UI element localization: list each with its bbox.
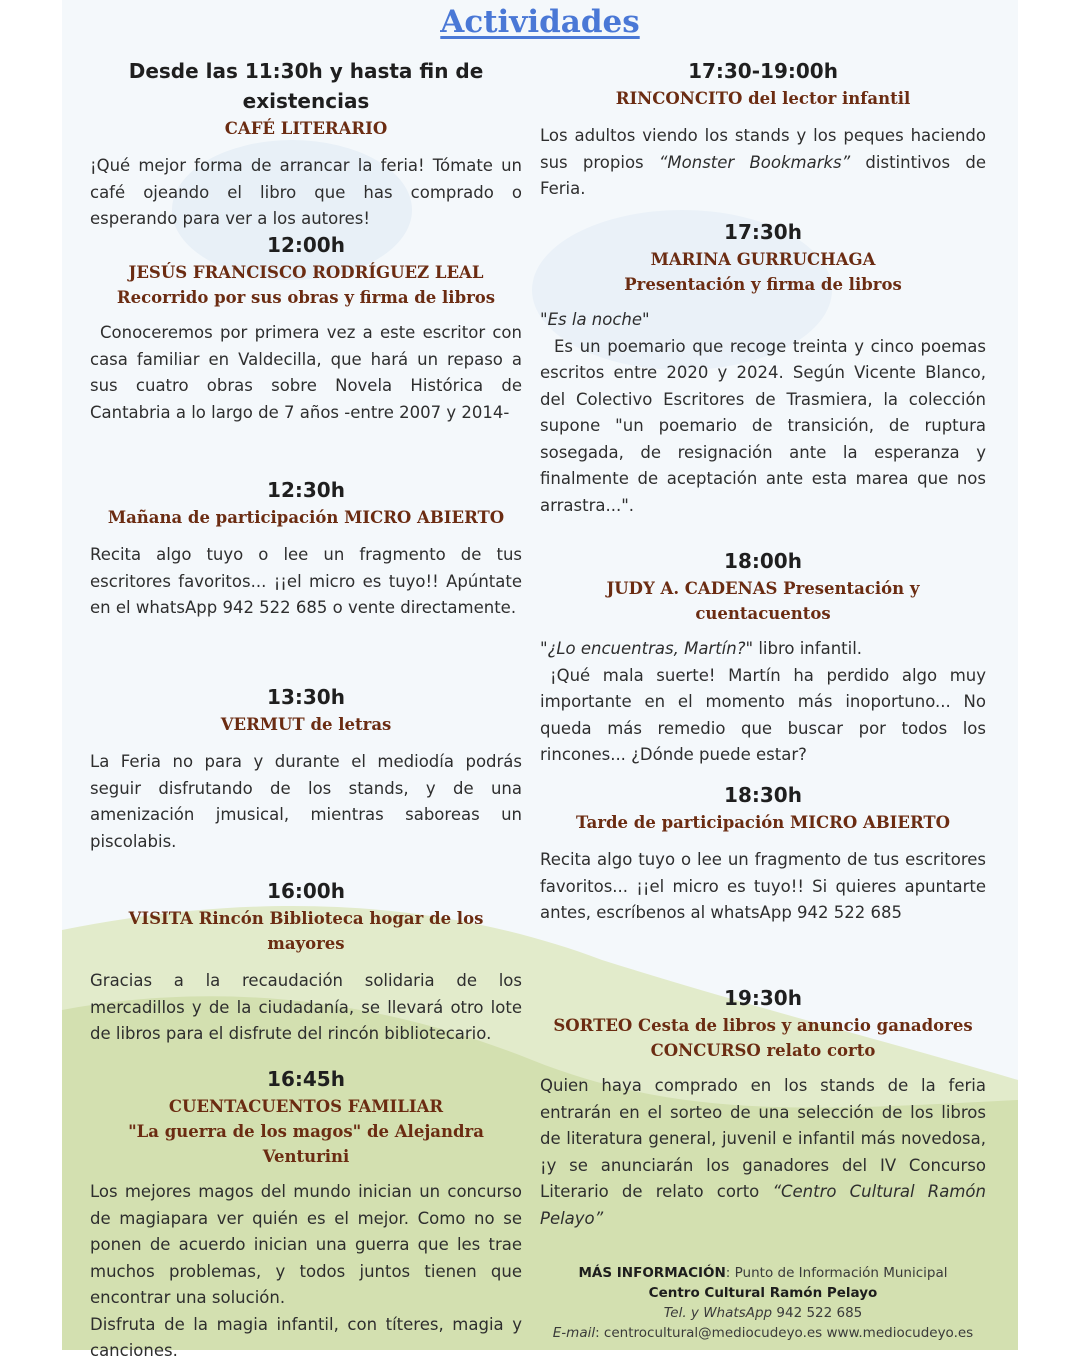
event-title: CAFÉ LITERARIO xyxy=(224,119,388,138)
event-block xyxy=(540,56,986,203)
event-block xyxy=(540,983,986,1232)
center-name: Centro Cultural Ramón Pelayo xyxy=(648,1285,878,1301)
event-time: 13:30h xyxy=(267,685,345,709)
event-subtitle: Recorrido por sus obras y firma de libros xyxy=(116,288,496,307)
event-time: 12:00h xyxy=(267,233,345,257)
event-time: 19:30h xyxy=(724,986,802,1010)
event-block xyxy=(90,56,522,233)
event-subtitle: CONCURSO relato corto xyxy=(650,1041,876,1060)
event-description: Es un poemario que recoge treinta y cinco poemas escritos entre 2020 y 2024. Según Vicente Blanco, del Colectivo Escritores de Trasmiera, la colección supone "un poemario de transición, de ruptura sosegada, de resignación ante la esperanza y finalmente de aceptación ante esta marea que nos arrastra...". xyxy=(540,336,986,515)
event-block xyxy=(540,780,986,927)
event-time: 17:30-19:00h xyxy=(688,59,838,83)
event-title: SORTEO Cesta de libros y anuncio ganadores xyxy=(553,1016,973,1035)
event-subtitle: "La guerra de los magos" de Alejandra Venturini xyxy=(128,1122,484,1166)
event-description: Los mejores magos del mundo inician un concurso de magiapara ver quién es el mejor. Como no se ponen de acuerdo inician una guerra que les trae muchos problemas, y todos juntos tienen que encontrar una solución. xyxy=(90,1182,522,1307)
info-line: MÁS INFORMACIÓN: Punto de Información Municipal xyxy=(578,1265,948,1281)
event-title: JESÚS FRANCISCO RODRÍGUEZ LEAL xyxy=(128,263,484,282)
event-description: ¡Qué mejor forma de arrancar la feria! Tómate un café ojeando el libro que has comprado o esperando para ver a los autores! xyxy=(90,156,522,228)
event-title: VISITA Rincón Biblioteca hogar de los mayores xyxy=(128,909,484,953)
event-time: 18:00h xyxy=(724,549,802,573)
event-block xyxy=(90,682,522,855)
event-description: La Feria no para y durante el mediodía podrás seguir disfrutando de los stands, y de una amenización jmusical, mientras saboreas un piscolabis. xyxy=(90,752,522,851)
event-description-extra: Disfruta de la magia infantil, con títeres, magia y canciones. xyxy=(90,1314,522,1360)
book-title: "¿Lo encuentras, Martín?" libro infantil. xyxy=(540,639,863,658)
event-time: 17:30h xyxy=(724,220,802,244)
event-time: 16:00h xyxy=(267,879,345,903)
event-time: 16:45h xyxy=(267,1067,345,1091)
info-footer xyxy=(540,1263,986,1343)
event-description: Gracias a la recaudación solidaria de los mercadillos y de la ciudadanía, se llevará otro lote de libros para el disfrute del rincón bibliotecario. xyxy=(90,971,522,1043)
event-time: 12:30h xyxy=(267,478,345,502)
page-title: Actividades xyxy=(440,4,640,40)
event-title: MARINA GURRUCHAGA xyxy=(650,250,876,269)
book-title: "Es la noche" xyxy=(540,310,650,329)
event-block xyxy=(90,230,522,426)
event-subtitle: Presentación y firma de libros xyxy=(624,275,902,294)
event-block xyxy=(90,876,522,1048)
event-description: Los adultos viendo los stands y los peques haciendo sus propios “Monster Bookmarks” distintivos de Feria. xyxy=(540,126,986,198)
email-line: E-mail: centrocultural@mediocudeyo.es www.mediocudeyo.es xyxy=(552,1325,974,1341)
event-description: Recita algo tuyo o lee un fragmento de tus escritores favoritos... ¡¡el micro es tuyo!! Apúntate en el whatsApp 942 522 685 o vente directamente. xyxy=(90,545,522,617)
event-title: RINCONCITO del lector infantil xyxy=(615,89,911,108)
event-description: Recita algo tuyo o lee un fragmento de tus escritores favoritos... ¡¡el micro es tuyo!! Si quieres apuntarte antes, escríbenos al whatsApp 942 522 685 xyxy=(540,850,986,922)
event-description: Quien haya comprado en los stands de la feria entrarán en el sorteo de una selección de los libros de literatura general, juvenil e infantil más novedosa, ¡y se anunciarán los ganadores del IV Concurso Literario de relato corto “Centro Cultural Ramón Pelayo” xyxy=(540,1076,986,1228)
phone-line: Tel. y WhatsApp 942 522 685 xyxy=(663,1305,863,1321)
event-title: Tarde de participación MICRO ABIERTO xyxy=(575,813,951,832)
event-block xyxy=(90,475,522,622)
event-title: VERMUT de letras xyxy=(220,715,392,734)
event-description: ¡Qué mala suerte! Martín ha perdido algo muy importante en el momento más inoportuno... No queda más remedio que buscar por todos los rincones... ¿Dónde puede estar? xyxy=(540,665,986,764)
event-title: JUDY A. CADENAS Presentación y cuentacuentos xyxy=(606,579,920,623)
event-title: CUENTACUENTOS FAMILIAR xyxy=(168,1097,444,1116)
event-time: 18:30h xyxy=(724,783,802,807)
event-description: Conoceremos por primera vez a este escritor con casa familiar en Valdecilla, que hará un repaso a sus cuatro obras sobre Novela Histórica de Cantabria a lo largo de 7 años -entre 2007 y 2014- xyxy=(90,323,522,422)
event-title: Mañana de participación MICRO ABIERTO xyxy=(107,508,505,527)
event-time: Desde las 11:30h y hasta fin de existencias xyxy=(128,59,484,113)
event-block xyxy=(540,217,986,519)
event-block xyxy=(90,1064,522,1365)
event-block xyxy=(540,546,986,769)
